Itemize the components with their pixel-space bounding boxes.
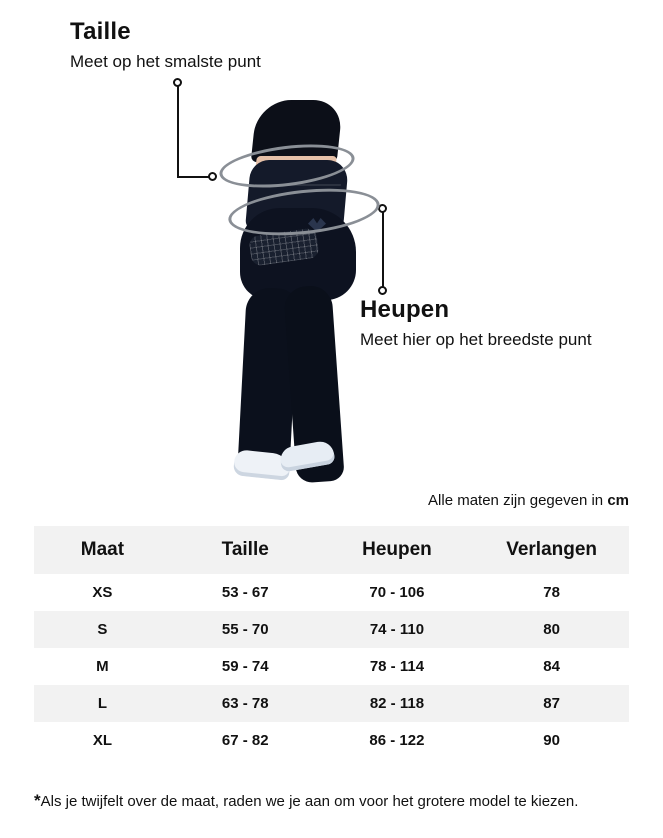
cell-hips: 82 - 118 bbox=[320, 685, 475, 722]
cell-length: 80 bbox=[474, 611, 629, 648]
table-row bbox=[34, 722, 629, 759]
cell-hips: 78 - 114 bbox=[320, 648, 475, 685]
cell-hips: 86 - 122 bbox=[320, 722, 475, 759]
waist-leader-line-vertical bbox=[177, 82, 179, 178]
table-header-length: Verlangen bbox=[474, 526, 629, 574]
table-row bbox=[34, 574, 629, 611]
cell-size: XS bbox=[34, 574, 171, 611]
size-table-body bbox=[34, 574, 629, 759]
cell-waist: 67 - 82 bbox=[171, 722, 320, 759]
cell-size: XL bbox=[34, 722, 171, 759]
cell-size: M bbox=[34, 648, 171, 685]
size-table-head bbox=[34, 526, 629, 574]
cell-length: 90 bbox=[474, 722, 629, 759]
footnote bbox=[34, 790, 644, 813]
cell-hips: 70 - 106 bbox=[320, 574, 475, 611]
cell-length: 84 bbox=[474, 648, 629, 685]
table-header-waist: Taille bbox=[171, 526, 320, 574]
hips-label-title: Heupen bbox=[360, 296, 450, 323]
units-note bbox=[428, 492, 629, 509]
table-header-row bbox=[34, 526, 629, 574]
size-table bbox=[34, 526, 629, 759]
cell-waist: 63 - 78 bbox=[171, 685, 320, 722]
waist-label-title: Taille bbox=[70, 18, 131, 45]
cell-size: L bbox=[34, 685, 171, 722]
cell-length: 87 bbox=[474, 685, 629, 722]
cell-waist: 59 - 74 bbox=[171, 648, 320, 685]
cell-waist: 53 - 67 bbox=[171, 574, 320, 611]
footnote-text: Als je twijfelt over de maat, raden we je aan om voor het grotere model te kiezen. bbox=[40, 793, 579, 810]
cell-waist: 55 - 70 bbox=[171, 611, 320, 648]
waist-leader-dot-start bbox=[173, 78, 182, 87]
waist-leader-line-horizontal bbox=[177, 176, 211, 178]
table-row bbox=[34, 685, 629, 722]
table-row bbox=[34, 648, 629, 685]
hips-label-subtitle: Meet hier op het breedste punt bbox=[360, 330, 592, 349]
cell-size: S bbox=[34, 611, 171, 648]
cell-hips: 74 - 110 bbox=[320, 611, 475, 648]
table-header-hips: Heupen bbox=[320, 526, 475, 574]
size-table-wrapper bbox=[34, 526, 629, 759]
footnote-marker: * bbox=[34, 791, 41, 810]
waist-label-subtitle: Meet op het smalste punt bbox=[70, 52, 261, 71]
table-row bbox=[34, 611, 629, 648]
units-note-unit: cm bbox=[607, 492, 629, 509]
cell-length: 78 bbox=[474, 574, 629, 611]
table-header-size: Maat bbox=[34, 526, 171, 574]
units-note-text: Alle maten zijn gegeven in bbox=[428, 492, 608, 509]
